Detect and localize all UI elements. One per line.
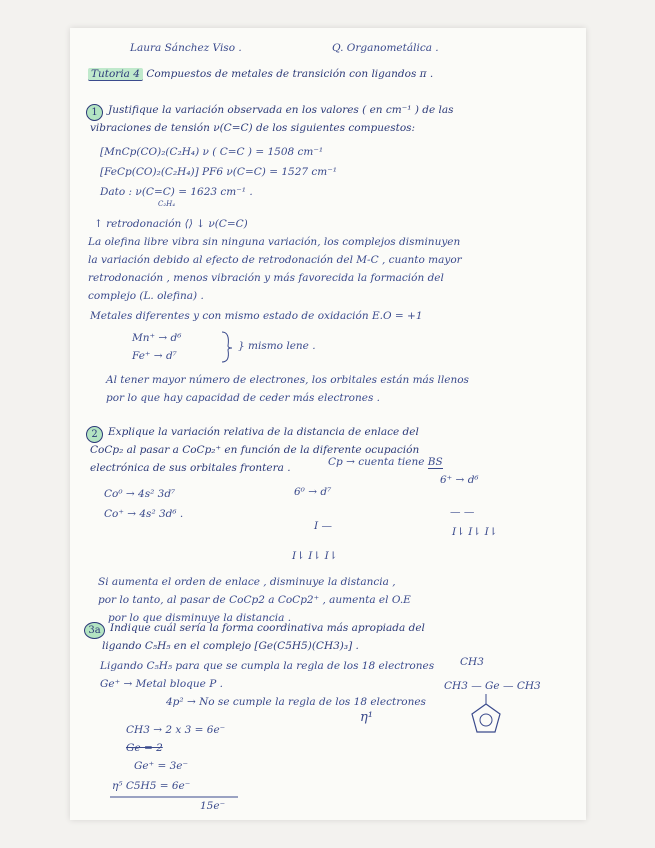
q1-answer-line-5: Metales diferentes y con mismo estado de oxidación E.O = +1 bbox=[90, 310, 423, 322]
notebook-page bbox=[70, 28, 586, 820]
q3-statement-line-1: 3a Indique cuál sería la forma coordinativa más apropiada del bbox=[84, 622, 425, 639]
q3-count-ch3: CH3 → 2 x 3 = 6e⁻ bbox=[126, 724, 226, 736]
q2-cp-note: Cp → cuenta tiene BS bbox=[328, 456, 443, 468]
q3-answer-line-1: Ligando C₅H₅ para que se cumpla la regla de los 18 electrones bbox=[100, 660, 435, 672]
q3-hapticity: η¹ bbox=[360, 710, 373, 725]
q2-6-plus-config: 6⁺ → d⁶ bbox=[440, 474, 479, 486]
tutorial-topic: Compuestos de metales de transición con ligandos π . bbox=[146, 68, 434, 80]
q1-mn-complex: [MnCp(CO)₂(C₂H₄) ν ( C=C ) = 1508 cm⁻¹ bbox=[100, 146, 324, 158]
q3-structure-top-methyl: CH3 bbox=[460, 656, 484, 668]
q1-answer-line-4: complejo (L. olefina) . bbox=[88, 290, 204, 302]
q1-data: Dato : ν(C=C) = 1623 cm⁻¹ . bbox=[100, 186, 253, 198]
q1-same-note: } mismo lene . bbox=[238, 340, 316, 352]
q3-metal-block: Ge⁺ → Metal bloque P . bbox=[100, 678, 223, 690]
q2-6-0-config: 6⁰ → d⁷ bbox=[294, 486, 332, 498]
q1-fe-complex: [FeCp(CO)₂(C₂H₄)] PF6 ν(C=C) = 1527 cm⁻¹ bbox=[100, 166, 337, 178]
question-number-2: 2 bbox=[86, 426, 103, 443]
q1-fe-config: Fe⁺ → d⁷ bbox=[132, 350, 177, 362]
q2-co-plus-config: Co⁺ → 4s² 3d⁶ . bbox=[104, 508, 184, 520]
q1-answer-line-1: La olefina libre vibra sin ninguna variación, los complejos disminuyen bbox=[88, 236, 461, 248]
q3-total-electrons: 15e⁻ bbox=[200, 800, 226, 812]
q3-count-ge: Ge = 2 bbox=[126, 742, 163, 754]
q1-conclusion-line-2: por lo que hay capacidad de ceder más electrones . bbox=[106, 392, 381, 404]
q1-statement-line-1: 1 Justifique la variación observada en los valores ( en cm⁻¹ ) de las bbox=[86, 104, 454, 121]
q3-structure-middle: CH3 — Ge — CH3 bbox=[444, 680, 541, 692]
q2-statement-line-2: CoCp₂ al pasar a CoCp₂⁺ en función de la diferente ocupación bbox=[90, 444, 420, 456]
q1-data-sub: C₂H₄ bbox=[158, 200, 176, 208]
q1-bracket bbox=[220, 330, 234, 364]
author-name: Laura Sánchez Viso . bbox=[130, 42, 242, 54]
question-number-1: 1 bbox=[86, 104, 103, 121]
q2-answer-line-1: Si aumenta el orden de enlace , disminuye la distancia , bbox=[98, 576, 396, 588]
q3-statement-line-2: ligando C₅H₅ en el complejo [Ge(C5H5)(CH3)₃] . bbox=[102, 640, 359, 652]
course-name: Q. Organometálica . bbox=[332, 42, 439, 54]
q1-relation: ↑ retrodonación ⟨⟩ ↓ ν(C=C) bbox=[94, 218, 248, 230]
q2-statement-line-1: 2 Explique la variación relativa de la distancia de enlace del bbox=[86, 426, 419, 443]
q2-answer-line-2: por lo tanto, al pasar de CoCp2 a CoCp2⁺ , aumenta el O.E bbox=[98, 594, 411, 606]
q2-answer-line-3: por lo que disminuye la distancia . bbox=[108, 612, 292, 624]
q3-count-ge-plus: Ge⁺ = 3e⁻ bbox=[134, 760, 189, 772]
q2-orbital-upper-2: — — bbox=[450, 506, 475, 518]
q2-bs-label: BS bbox=[427, 456, 443, 468]
q1-conclusion-line-1: Al tener mayor número de electrones, los orbitales están más llenos bbox=[106, 374, 469, 386]
page-title bbox=[88, 68, 433, 80]
question-number-3a: 3a bbox=[84, 622, 105, 639]
q2-orbital-lower-1: I⇂ I⇂ I⇂ bbox=[292, 550, 338, 562]
q3-rule-note: 4p² → No se cumple la regla de los 18 electrones bbox=[166, 696, 426, 708]
q2-orbital-lower-2: I⇂ I⇂ I⇂ bbox=[452, 526, 498, 538]
q3-sum-underline bbox=[110, 794, 240, 800]
q1-answer-line-2: la variación debido al efecto de retrodonación del M-C , cuanto mayor bbox=[88, 254, 462, 266]
q2-orbital-upper-1: I — bbox=[314, 520, 332, 532]
q1-mn-config: Mn⁺ → d⁶ bbox=[132, 332, 182, 344]
q2-statement-line-3: electrónica de sus orbitales frontera . bbox=[90, 462, 291, 474]
cyclopentadienyl-ring-icon bbox=[470, 692, 520, 738]
q1-statement-line-2: vibraciones de tensión ν(C=C) de los siguientes compuestos: bbox=[90, 122, 416, 134]
q3-count-c5h5: η⁵ C5H5 = 6e⁻ bbox=[112, 780, 191, 792]
tutorial-label: Tutoria 4 bbox=[88, 68, 143, 81]
q1-answer-line-3: retrodonación , menos vibración y más favorecida la formación del bbox=[88, 272, 444, 284]
q2-co0-config: Co⁰ → 4s² 3d⁷ bbox=[104, 488, 176, 500]
